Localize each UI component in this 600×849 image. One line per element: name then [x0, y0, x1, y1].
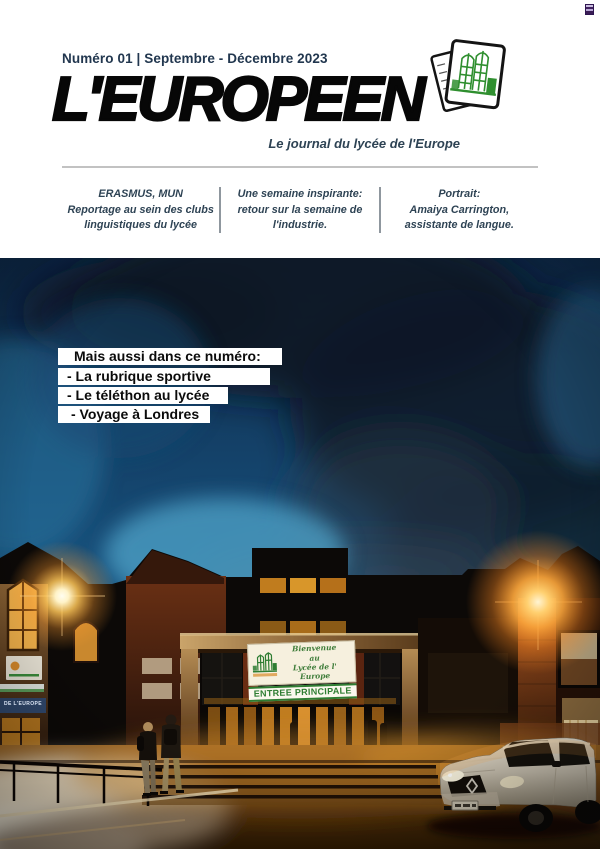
teaser-column-industrie [221, 183, 378, 237]
teaser-line: Reportage au sein des clubs [67, 203, 214, 216]
masthead-divider [62, 166, 538, 168]
teaser-column-erasmus [62, 183, 219, 237]
teaser-heading: Portrait: [438, 188, 481, 200]
magazine-title: L'EUROPEEN [52, 65, 423, 134]
teaser-column-portrait [381, 183, 538, 237]
teaser-heading: ERASMUS, MUN [98, 188, 183, 200]
welcome-sign [247, 640, 357, 702]
overlay-strip-item: - Le téléthon au lycée [58, 387, 228, 404]
entrance-sign: ENTREE PRINCIPALE [249, 683, 357, 702]
newspaper-green-towers-icon [422, 34, 508, 114]
teaser-line: l'industrie. [272, 219, 328, 232]
teaser-heading: Une semaine inspirante: [237, 188, 363, 200]
facade-plaque-label: DE L'EUROPE [3, 701, 43, 707]
teaser-row [62, 183, 538, 237]
vignette [0, 258, 600, 849]
teaser-line: Amaiya Carrington, [409, 203, 510, 216]
teaser-line: linguistiques du lycée [84, 219, 198, 232]
teaser-line: assistante de langue. [404, 219, 514, 232]
purple-page-icon [585, 4, 594, 15]
overlay-strip-intro: Mais aussi dans ce numéro: [58, 348, 282, 365]
masthead-issue-line: Numéro 01 | Septembre - Décembre 2023 [62, 51, 328, 66]
magazine-subtitle: Le journal du lycée de l'Europe [268, 136, 460, 151]
welcome-sign-text: Bienvenue au Lycée de l' Europe [291, 643, 337, 682]
overlay-strip-item: - Voyage à Londres [58, 406, 210, 423]
overlay-strip-item: - La rubrique sportive [58, 368, 270, 385]
cover-photo [0, 258, 600, 849]
night-photo-scene [0, 258, 600, 849]
teaser-line: retour sur la semaine de [237, 203, 363, 216]
school-logo-icon [251, 648, 278, 681]
